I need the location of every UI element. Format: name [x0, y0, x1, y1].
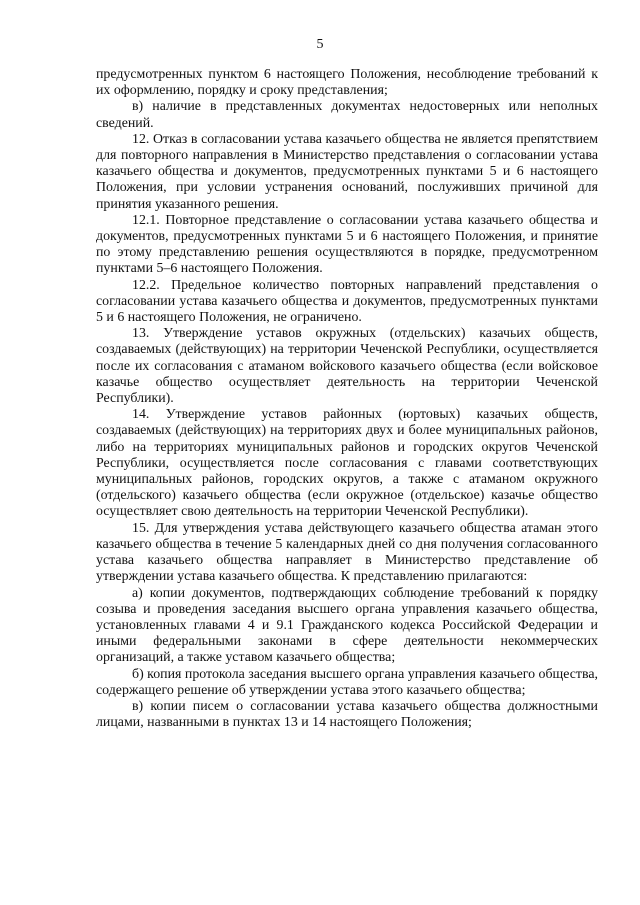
paragraph-15: 15. Для утверждения устава действующего казачьего общества атаман этого казачьего общества в течение 5 календарных дней со дня получения согласованного устава казачьего общества направляет в Министерство представление об утверждении устава казачьего общества. К представлению прилагаются:	[96, 520, 598, 585]
paragraph-12-2: 12.2. Предельное количество повторных направлений представления о согласовании устава казачьего общества и документов, предусмотренных пунктами 5 и 6 настоящего Положения, не ограничено.	[96, 277, 598, 326]
paragraph-14: 14. Утверждение уставов районных (юртовых) казачьих обществ, создаваемых (действующих) на территориях двух и более муниципальных районов, либо на территориях муниципальных районов и городских округов Чеченской Республики, осуществляется после согласования с главами соответствующих муниципальных районов, городских округов, а также с атаманом окружного (отдельского) казачьего общества (если окружное (отдельское) казачье общество осуществляет свою деятельность на территории Чеченской Республики).	[96, 407, 598, 520]
paragraph-continuation: предусмотренных пунктом 6 настоящего Положения, несоблюдение требований к их оформлению, порядку и сроку представления;	[96, 67, 598, 99]
paragraph-15-a: а) копии документов, подтверждающих соблюдение требований к порядку созыва и проведения заседания высшего органа управления казачьего общества, установленных главами 4 и 9.1 Гражданского кодекса Российской Федерации и иными федеральными законами в сфере деятельности некоммерческих организаций, а также уставом казачьего общества;	[96, 585, 598, 666]
paragraph-13: 13. Утверждение уставов окружных (отдельских) казачьих обществ, создаваемых (действующих) на территории Чеченской Республики, осуществляется после их согласования с атаманом войскового казачьего общества (если войсковое казачье общество осуществляет деятельность на территории Чеченской Республики).	[96, 326, 598, 407]
paragraph-12-1: 12.1. Повторное представление о согласовании устава казачьего общества и документов, предусмотренных пунктами 5 и 6 настоящего Положения, и принятие по этому представлению решения осуществляются в порядке, предусмотренном пунктами 5–6 настоящего Положения.	[96, 212, 598, 277]
paragraph-15-v: в) копии писем о согласовании устава казачьего общества должностными лицами, названными в пунктах 13 и 14 настоящего Положения;	[96, 698, 598, 731]
document-body	[96, 67, 598, 731]
paragraph-12: 12. Отказ в согласовании устава казачьего общества не является препятствием для повторного направления в Министерство представления о согласовании устава казачьего общества и документов, предусмотренных пунктами 5 и 6 настоящего Положения, при условии устранения оснований, послуживших причиной для принятия указанного решения.	[96, 131, 598, 212]
paragraph-15-b: б) копия протокола заседания высшего органа управления казачьего общества, содержащего решение об утверждении устава этого казачьего общества;	[96, 666, 598, 698]
page-number: 5	[316, 37, 324, 52]
paragraph-subitem-v: в) наличие в представленных документах недостоверных или неполных сведений.	[96, 99, 598, 131]
